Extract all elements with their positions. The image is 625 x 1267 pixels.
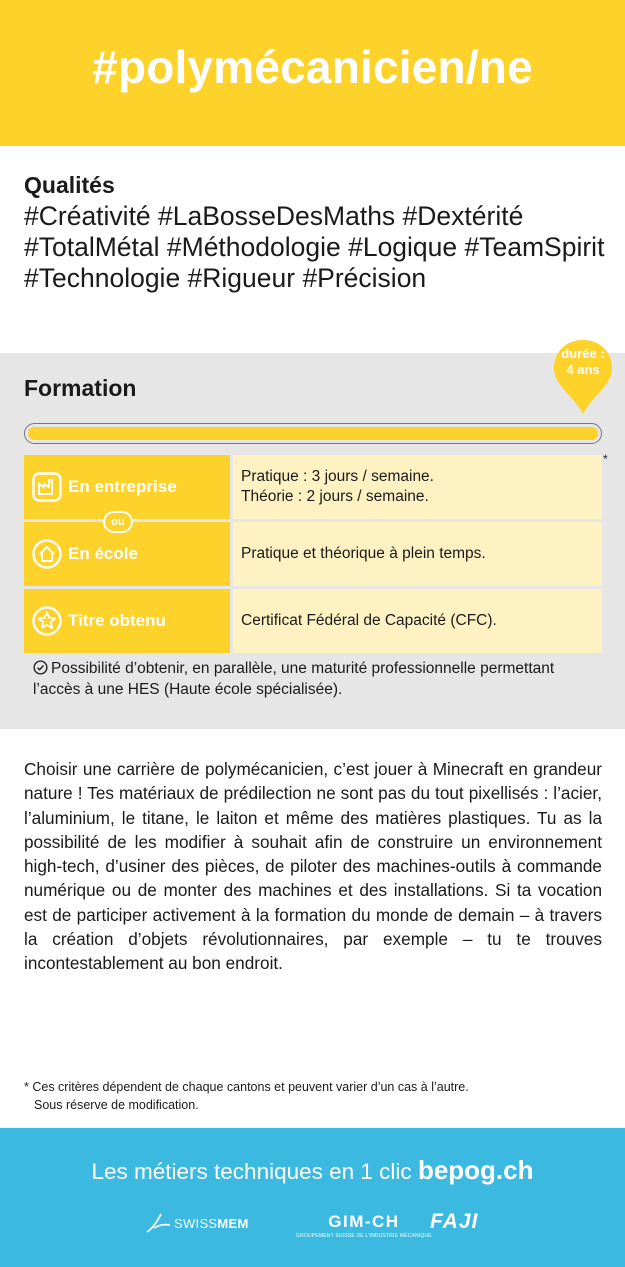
swissmem-logo-part: MEM — [217, 1215, 249, 1231]
star-icon — [32, 606, 62, 636]
swissmem-logo-part: SWISS — [174, 1215, 218, 1231]
footer-slogan — [0, 1155, 625, 1186]
qualities-section — [24, 172, 614, 294]
footnote — [24, 1078, 604, 1114]
row-label: Titre obtenu — [68, 611, 166, 630]
duration-progress-fill — [28, 427, 598, 440]
swissmem-swoosh-icon — [145, 1212, 171, 1234]
footnote-line: Sous réserve de modification. — [34, 1098, 199, 1112]
school-icon — [32, 539, 62, 569]
row-label: En entreprise — [68, 477, 177, 496]
row-value-cell — [233, 522, 602, 586]
table-row — [24, 455, 602, 519]
row-value-line: Pratique : 3 jours / semaine. — [241, 468, 434, 485]
formation-table — [24, 455, 602, 656]
maturity-note — [33, 658, 593, 700]
footnote-line: * Ces critères dépendent de chaque cantons et peuvent varier d’un cas à l’autre. — [24, 1080, 469, 1094]
row-value-cell — [233, 455, 602, 519]
row-value-cell — [233, 589, 602, 653]
faji-logo: FAJI — [430, 1210, 479, 1233]
qualities-tags: #Créativité #LaBosseDesMaths #Dextérité #TotalMétal #Méthodologie #Logique #TeamSpirit #Technologie #Rigueur #Précision — [24, 201, 605, 293]
row-label: En école — [68, 544, 138, 563]
formation-heading: Formation — [24, 375, 137, 401]
row-label-cell — [24, 589, 230, 653]
swissmem-logo — [145, 1212, 249, 1234]
job-description: Choisir une carrière de polymécanicien, c’est jouer à Minecraft en grandeur nature ! Tes matériaux de prédilection ne sont pas du tout pixellisés : l’acier, l’aluminium, le titane, le laiton et même des matières plastiques. Tu as la possibilité de les modifier à souhait afin de construire un environnement high-tech, d’usiner des pièces, de piloter des machines-outils à commande numérique ou de monter des machines et des installations. Si ta vocation est de participer activement à la formation du monde de demain – à travers la création d’objets révolutionnaires, par exemple – tu te trouves incontestablement au bon endroit. — [24, 759, 602, 974]
table-row — [24, 589, 602, 653]
footer — [0, 1128, 625, 1267]
qualities-heading: Qualités — [24, 172, 115, 198]
maturity-note-text: Possibilité d’obtenir, en parallèle, une maturité professionnelle permettant l’accès à une HES (Haute école spécialisée). — [33, 660, 555, 698]
ou-connector: ou — [103, 511, 133, 533]
duration-progress-bar — [24, 423, 602, 444]
gim-ch-logo-text: GIM-CH — [328, 1212, 400, 1231]
duration-label: durée : — [561, 346, 605, 361]
factory-icon — [32, 472, 62, 502]
row-value-line: Théorie : 2 jours / semaine. — [241, 488, 429, 505]
gim-ch-logo — [296, 1212, 432, 1239]
site-link[interactable]: bepog.ch — [417, 1155, 534, 1185]
duration-value: 4 ans — [566, 362, 600, 377]
duration-badge — [552, 346, 614, 378]
row-value-line: Pratique et théorique à plein temps. — [241, 545, 486, 562]
row-label-cell — [24, 455, 230, 519]
row-value-line: Certificat Fédéral de Capacité (CFC). — [241, 612, 497, 629]
header-banner — [0, 0, 625, 146]
page-title: #polymécanicien/ne — [92, 41, 533, 93]
asterisk-mark: * — [603, 452, 608, 466]
check-circle-icon — [33, 660, 48, 675]
gim-ch-logo-subtitle: GROUPEMENT SUISSE DE L’INDUSTRIE MÉCANIQUE — [296, 1233, 432, 1239]
slogan-text: Les métiers techniques en 1 clic — [91, 1159, 412, 1184]
